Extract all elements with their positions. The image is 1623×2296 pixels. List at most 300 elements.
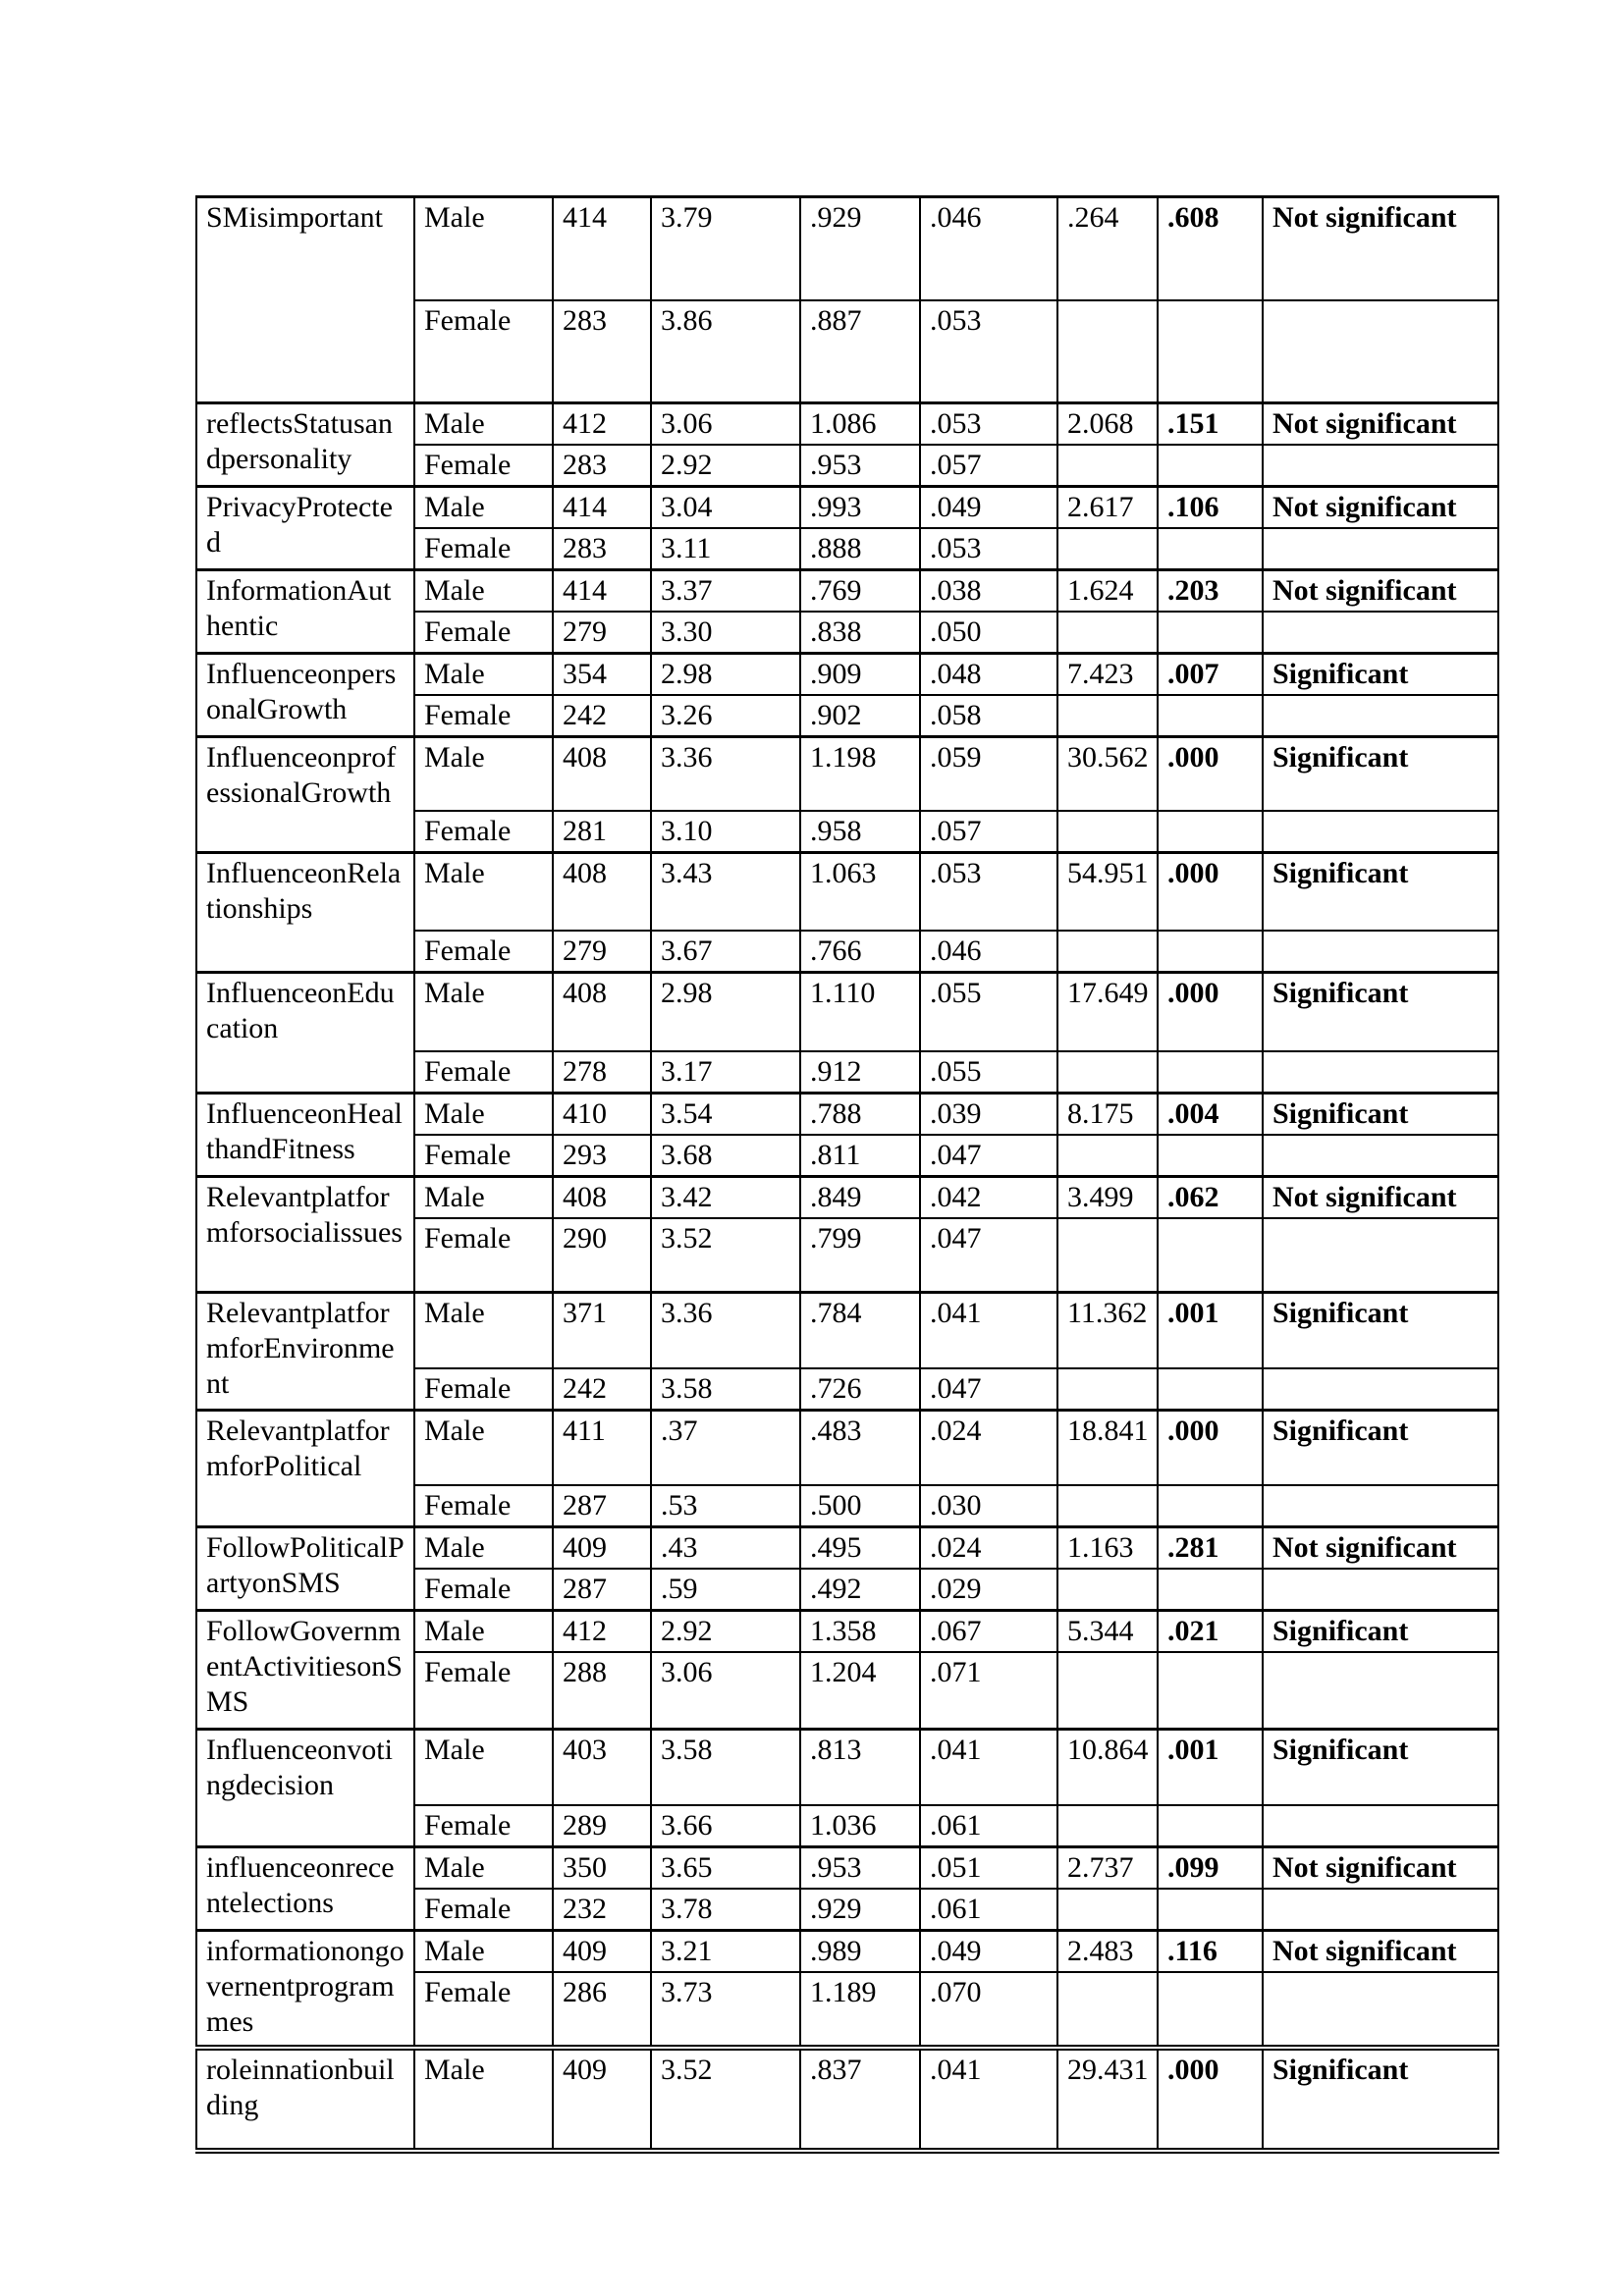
f-value-cell: 5.344 [1057,1611,1158,1653]
n-cell: 371 [553,1293,651,1368]
se-cell: .055 [920,973,1057,1051]
se-cell: .024 [920,1410,1057,1485]
sd-cell: 1.063 [800,852,920,931]
sd-cell: 1.198 [800,737,920,811]
variable-name-cell: informationongovernentprogrammes [196,1931,414,2049]
mean-cell: 3.21 [651,1931,800,1973]
variable-name-cell: InfluenceonHealthandFitness [196,1093,414,1176]
se-cell: .041 [920,2048,1057,2151]
significance-cell-empty [1263,695,1498,737]
gender-cell: Male [414,1729,553,1805]
n-cell: 408 [553,737,651,811]
mean-cell: 3.06 [651,403,800,446]
n-cell: 242 [553,1368,651,1411]
mean-cell: 3.52 [651,2048,800,2151]
mean-cell: 3.58 [651,1368,800,1411]
variable-name-cell: PrivacyProtected [196,487,414,570]
table-row-male [196,1527,1498,1570]
se-cell: .059 [920,737,1057,811]
mean-cell: 3.37 [651,570,800,613]
f-value-cell-empty [1057,1972,1158,2048]
gender-cell: Female [414,300,553,403]
se-cell: .039 [920,1093,1057,1135]
se-cell: .046 [920,197,1057,300]
p-value-cell-empty [1158,1569,1263,1611]
table-row-male [196,973,1498,1051]
se-cell: .055 [920,1051,1057,1094]
variable-name-cell: SMisimportant [196,197,414,403]
n-cell: 287 [553,1485,651,1527]
p-value-cell-empty [1158,1889,1263,1931]
f-value-cell: 18.841 [1057,1410,1158,1485]
gender-cell: Male [414,1410,553,1485]
n-cell: 288 [553,1652,651,1729]
table-row-male [196,1410,1498,1485]
mean-cell: 3.73 [651,1972,800,2048]
sd-cell: .483 [800,1410,920,1485]
se-cell: .029 [920,1569,1057,1611]
p-value-cell-empty [1158,1368,1263,1411]
p-value-cell: .608 [1158,197,1263,300]
mean-cell: 3.10 [651,811,800,853]
table-row-male [196,1729,1498,1805]
gender-cell: Male [414,737,553,811]
n-cell: 354 [553,654,651,696]
n-cell: 408 [553,973,651,1051]
significance-cell: Significant [1263,654,1498,696]
se-cell: .038 [920,570,1057,613]
significance-cell-empty [1263,1972,1498,2048]
p-value-cell-empty [1158,1135,1263,1177]
variable-name-cell: influenceonrecentelections [196,1847,414,1931]
gender-cell: Female [414,695,553,737]
se-cell: .053 [920,300,1057,403]
table-row-male [196,2048,1498,2151]
gender-cell: Female [414,528,553,570]
p-value-cell: .000 [1158,1410,1263,1485]
p-value-cell-empty [1158,811,1263,853]
sd-cell: 1.086 [800,403,920,446]
se-cell: .051 [920,1847,1057,1890]
gender-cell: Female [414,1889,553,1931]
mean-cell: 3.42 [651,1176,800,1218]
f-value-cell-empty [1057,1218,1158,1293]
sd-cell: .495 [800,1527,920,1570]
n-cell: 289 [553,1805,651,1847]
table-row-male [196,570,1498,613]
p-value-cell: .007 [1158,654,1263,696]
se-cell: .046 [920,931,1057,973]
mean-cell: 3.58 [651,1729,800,1805]
mean-cell: 3.26 [651,695,800,737]
results-table [195,195,1499,2154]
p-value-cell-empty [1158,300,1263,403]
se-cell: .053 [920,852,1057,931]
n-cell: 287 [553,1569,651,1611]
significance-cell-empty [1263,445,1498,487]
sd-cell: .849 [800,1176,920,1218]
f-value-cell: 17.649 [1057,973,1158,1051]
table-row-male [196,197,1498,300]
mean-cell: 3.52 [651,1218,800,1293]
p-value-cell-empty [1158,1972,1263,2048]
f-value-cell: 2.617 [1057,487,1158,529]
p-value-cell-empty [1158,612,1263,654]
mean-cell: .59 [651,1569,800,1611]
sd-cell: .958 [800,811,920,853]
mean-cell: 3.36 [651,737,800,811]
p-value-cell-empty [1158,931,1263,973]
f-value-cell-empty [1057,695,1158,737]
table-row-male [196,1293,1498,1368]
significance-cell-empty [1263,300,1498,403]
table-row-male [196,654,1498,696]
n-cell: 350 [553,1847,651,1890]
n-cell: 283 [553,528,651,570]
variable-name-cell: Relevantplatformforsocialissues [196,1176,414,1293]
gender-cell: Male [414,1293,553,1368]
significance-cell: Significant [1263,1611,1498,1653]
n-cell: 414 [553,570,651,613]
mean-cell: 3.79 [651,197,800,300]
f-value-cell: 8.175 [1057,1093,1158,1135]
f-value-cell-empty [1057,300,1158,403]
gender-cell: Male [414,1176,553,1218]
mean-cell: 3.86 [651,300,800,403]
f-value-cell-empty [1057,445,1158,487]
f-value-cell: 7.423 [1057,654,1158,696]
significance-cell: Significant [1263,1729,1498,1805]
p-value-cell: .004 [1158,1093,1263,1135]
p-value-cell: .000 [1158,2048,1263,2151]
gender-cell: Male [414,197,553,300]
n-cell: 409 [553,1931,651,1973]
variable-name-cell: reflectsStatusandpersonality [196,403,414,487]
gender-cell: Male [414,1611,553,1653]
n-cell: 412 [553,403,651,446]
se-cell: .057 [920,811,1057,853]
table-row-male [196,1176,1498,1218]
f-value-cell-empty [1057,1569,1158,1611]
variable-name-cell: InfluenceonEducation [196,973,414,1094]
gender-cell: Female [414,1805,553,1847]
mean-cell: .37 [651,1410,800,1485]
p-value-cell: .021 [1158,1611,1263,1653]
significance-cell: Not significant [1263,403,1498,446]
mean-cell: 3.54 [651,1093,800,1135]
mean-cell: 3.06 [651,1652,800,1729]
p-value-cell: .106 [1158,487,1263,529]
se-cell: .047 [920,1368,1057,1411]
sd-cell: .993 [800,487,920,529]
mean-cell: 3.11 [651,528,800,570]
sd-cell: .909 [800,654,920,696]
se-cell: .049 [920,487,1057,529]
sd-cell: .887 [800,300,920,403]
p-value-cell-empty [1158,1051,1263,1094]
gender-cell: Female [414,1368,553,1411]
p-value-cell: .001 [1158,1293,1263,1368]
p-value-cell: .116 [1158,1931,1263,1973]
n-cell: 242 [553,695,651,737]
f-value-cell: 3.499 [1057,1176,1158,1218]
sd-cell: .813 [800,1729,920,1805]
sd-cell: 1.358 [800,1611,920,1653]
se-cell: .053 [920,528,1057,570]
mean-cell: .53 [651,1485,800,1527]
mean-cell: 3.66 [651,1805,800,1847]
se-cell: .061 [920,1889,1057,1931]
p-value-cell: .151 [1158,403,1263,446]
sd-cell: .837 [800,2048,920,2151]
significance-cell-empty [1263,1652,1498,1729]
f-value-cell: 54.951 [1057,852,1158,931]
mean-cell: 3.43 [651,852,800,931]
n-cell: 278 [553,1051,651,1094]
se-cell: .070 [920,1972,1057,2048]
f-value-cell: 29.431 [1057,2048,1158,2151]
n-cell: 279 [553,931,651,973]
sd-cell: .912 [800,1051,920,1094]
sd-cell: .492 [800,1569,920,1611]
sd-cell: .500 [800,1485,920,1527]
f-value-cell-empty [1057,1368,1158,1411]
sd-cell: .929 [800,197,920,300]
se-cell: .053 [920,403,1057,446]
n-cell: 411 [553,1410,651,1485]
n-cell: 408 [553,1176,651,1218]
sd-cell: .902 [800,695,920,737]
significance-cell: Significant [1263,1293,1498,1368]
f-value-cell: 30.562 [1057,737,1158,811]
p-value-cell-empty [1158,445,1263,487]
variable-name-cell: InfluenceonprofessionalGrowth [196,737,414,853]
significance-cell: Not significant [1263,1176,1498,1218]
se-cell: .024 [920,1527,1057,1570]
sd-cell: .888 [800,528,920,570]
mean-cell: .43 [651,1527,800,1570]
p-value-cell: .000 [1158,973,1263,1051]
gender-cell: Male [414,973,553,1051]
gender-cell: Male [414,1847,553,1890]
sd-cell: .726 [800,1368,920,1411]
significance-cell: Significant [1263,1093,1498,1135]
n-cell: 409 [553,2048,651,2151]
p-value-cell-empty [1158,1485,1263,1527]
p-value-cell-empty [1158,1652,1263,1729]
n-cell: 281 [553,811,651,853]
gender-cell: Female [414,1051,553,1094]
f-value-cell: 1.163 [1057,1527,1158,1570]
significance-cell: Not significant [1263,197,1498,300]
sd-cell: 1.036 [800,1805,920,1847]
table-row-male [196,737,1498,811]
significance-cell: Not significant [1263,1847,1498,1890]
gender-cell: Male [414,654,553,696]
n-cell: 283 [553,300,651,403]
variable-name-cell: RelevantplatformforEnvironment [196,1293,414,1411]
gender-cell: Male [414,1093,553,1135]
se-cell: .049 [920,1931,1057,1973]
gender-cell: Female [414,612,553,654]
mean-cell: 3.67 [651,931,800,973]
mean-cell: 3.04 [651,487,800,529]
variable-name-cell: InfluenceonpersonalGrowth [196,654,414,737]
p-value-cell: .000 [1158,737,1263,811]
sd-cell: .769 [800,570,920,613]
significance-cell: Not significant [1263,1527,1498,1570]
p-value-cell-empty [1158,1218,1263,1293]
sd-cell: .953 [800,1847,920,1890]
gender-cell: Female [414,1569,553,1611]
f-value-cell-empty [1057,1805,1158,1847]
gender-cell: Female [414,1218,553,1293]
significance-cell: Significant [1263,973,1498,1051]
significance-cell: Significant [1263,737,1498,811]
n-cell: 410 [553,1093,651,1135]
mean-cell: 3.36 [651,1293,800,1368]
f-value-cell: 2.483 [1057,1931,1158,1973]
significance-cell-empty [1263,1569,1498,1611]
se-cell: .048 [920,654,1057,696]
se-cell: .061 [920,1805,1057,1847]
gender-cell: Female [414,931,553,973]
significance-cell-empty [1263,811,1498,853]
significance-cell-empty [1263,1051,1498,1094]
sd-cell: .799 [800,1218,920,1293]
se-cell: .058 [920,695,1057,737]
se-cell: .050 [920,612,1057,654]
f-value-cell: 2.737 [1057,1847,1158,1890]
mean-cell: 2.92 [651,445,800,487]
gender-cell: Female [414,1485,553,1527]
p-value-cell-empty [1158,695,1263,737]
sd-cell: 1.110 [800,973,920,1051]
p-value-cell: .062 [1158,1176,1263,1218]
f-value-cell-empty [1057,931,1158,973]
p-value-cell-empty [1158,1805,1263,1847]
sd-cell: .788 [800,1093,920,1135]
gender-cell: Male [414,2048,553,2151]
significance-cell-empty [1263,1368,1498,1411]
f-value-cell-empty [1057,1051,1158,1094]
f-value-cell: 10.864 [1057,1729,1158,1805]
sd-cell: .838 [800,612,920,654]
se-cell: .057 [920,445,1057,487]
significance-cell: Not significant [1263,487,1498,529]
table-row-male [196,1611,1498,1653]
f-value-cell-empty [1057,612,1158,654]
n-cell: 293 [553,1135,651,1177]
gender-cell: Male [414,1931,553,1973]
se-cell: .041 [920,1729,1057,1805]
mean-cell: 3.65 [651,1847,800,1890]
significance-cell-empty [1263,528,1498,570]
n-cell: 286 [553,1972,651,2048]
table-row-male [196,1847,1498,1890]
significance-cell: Significant [1263,1410,1498,1485]
gender-cell: Female [414,1135,553,1177]
sd-cell: 1.189 [800,1972,920,2048]
se-cell: .071 [920,1652,1057,1729]
gender-cell: Male [414,403,553,446]
sd-cell: .929 [800,1889,920,1931]
sd-cell: .953 [800,445,920,487]
significance-cell-empty [1263,1805,1498,1847]
n-cell: 403 [553,1729,651,1805]
p-value-cell: .001 [1158,1729,1263,1805]
gender-cell: Male [414,1527,553,1570]
variable-name-cell: InformationAuthentic [196,570,414,654]
gender-cell: Female [414,1652,553,1729]
significance-cell-empty [1263,612,1498,654]
gender-cell: Male [414,852,553,931]
significance-cell-empty [1263,1218,1498,1293]
sd-cell: .766 [800,931,920,973]
f-value-cell: 2.068 [1057,403,1158,446]
f-value-cell-empty [1057,1889,1158,1931]
se-cell: .047 [920,1135,1057,1177]
variable-name-cell: RelevantplatformforPolitical [196,1410,414,1527]
sd-cell: .989 [800,1931,920,1973]
p-value-cell: .000 [1158,852,1263,931]
n-cell: 232 [553,1889,651,1931]
se-cell: .067 [920,1611,1057,1653]
variable-name-cell: FollowPoliticalPartyonSMS [196,1527,414,1611]
gender-cell: Female [414,811,553,853]
gender-cell: Male [414,570,553,613]
significance-cell-empty [1263,1135,1498,1177]
f-value-cell-empty [1057,528,1158,570]
variable-name-cell: Influenceonvotingdecision [196,1729,414,1847]
n-cell: 414 [553,487,651,529]
mean-cell: 3.30 [651,612,800,654]
p-value-cell: .099 [1158,1847,1263,1890]
significance-cell-empty [1263,1889,1498,1931]
mean-cell: 3.78 [651,1889,800,1931]
significance-cell-empty [1263,1485,1498,1527]
gender-cell: Female [414,1972,553,2048]
n-cell: 414 [553,197,651,300]
n-cell: 283 [553,445,651,487]
table-row-male [196,852,1498,931]
p-value-cell-empty [1158,528,1263,570]
se-cell: .041 [920,1293,1057,1368]
mean-cell: 3.68 [651,1135,800,1177]
f-value-cell: .264 [1057,197,1158,300]
table-row-male [196,403,1498,446]
variable-name-cell: FollowGovernmentActivitiesonSMS [196,1611,414,1730]
p-value-cell: .203 [1158,570,1263,613]
f-value-cell-empty [1057,1652,1158,1729]
f-value-cell-empty [1057,811,1158,853]
f-value-cell: 1.624 [1057,570,1158,613]
f-value-cell-empty [1057,1485,1158,1527]
significance-cell: Significant [1263,852,1498,931]
mean-cell: 2.98 [651,973,800,1051]
sd-cell: .811 [800,1135,920,1177]
table-row-male [196,1931,1498,1973]
p-value-cell: .281 [1158,1527,1263,1570]
significance-cell-empty [1263,931,1498,973]
n-cell: 409 [553,1527,651,1570]
significance-cell: Not significant [1263,1931,1498,1973]
mean-cell: 3.17 [651,1051,800,1094]
n-cell: 408 [553,852,651,931]
significance-cell: Significant [1263,2048,1498,2151]
mean-cell: 2.98 [651,654,800,696]
f-value-cell-empty [1057,1135,1158,1177]
